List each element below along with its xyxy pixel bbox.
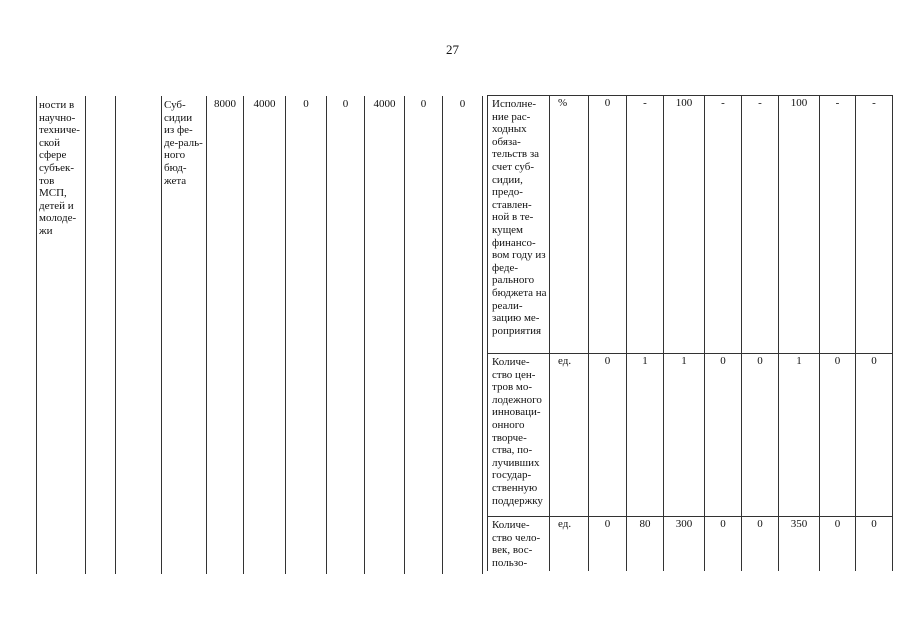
value-cell: - bbox=[820, 96, 856, 354]
amount-cell: 0 bbox=[327, 96, 365, 574]
value-cell: 350 bbox=[779, 517, 820, 572]
value-cell: 1 bbox=[627, 354, 664, 517]
value-cell: 0 bbox=[856, 517, 893, 572]
value-cell: 0 bbox=[705, 517, 742, 572]
amount-cell: 4000 bbox=[365, 96, 405, 574]
value-cell: 0 bbox=[742, 517, 779, 572]
value-cell: 0 bbox=[589, 517, 627, 572]
indicator-name-cell: Количе-ство цен-тров мо-лодежного инноваци-онного творче-ства, по-лучивших государ-ственную поддержку bbox=[488, 354, 550, 517]
value-cell: - bbox=[627, 96, 664, 354]
left-table-fragment bbox=[36, 96, 483, 574]
indicator-row bbox=[488, 96, 893, 354]
value-cell: 0 bbox=[589, 354, 627, 517]
amount-cell: 4000 bbox=[244, 96, 286, 574]
indicator-name-cell: Количе-ство чело-век, вос-пользо- bbox=[488, 517, 550, 572]
value-cell: - bbox=[742, 96, 779, 354]
value-cell: 100 bbox=[664, 96, 705, 354]
unit-cell: ед. bbox=[550, 517, 589, 572]
indicator-row bbox=[488, 354, 893, 517]
value-cell: 100 bbox=[779, 96, 820, 354]
value-cell: 0 bbox=[856, 354, 893, 517]
indicator-row bbox=[488, 517, 893, 572]
amount-cell: 8000 bbox=[207, 96, 244, 574]
value-cell: 1 bbox=[779, 354, 820, 517]
indicator-name-cell: Исполне-ние рас-ходных обяза-тельств за счет суб-сидии, предо-ставлен-ной в те-кущем финансо-вом году из феде-рального бюджета на реали-зацию ме-роприятия bbox=[488, 96, 550, 354]
funding-source-cell: Суб-сидии из фе-де-раль-ного бюд-жета bbox=[162, 96, 207, 574]
value-cell: 0 bbox=[820, 517, 856, 572]
value-cell: 0 bbox=[742, 354, 779, 517]
empty-cell bbox=[86, 96, 116, 574]
left-table-row bbox=[37, 96, 483, 574]
value-cell: - bbox=[705, 96, 742, 354]
goal-description-cell: ности в научно-техниче-ской сфере субъек-тов МСП, детей и молоде-жи bbox=[37, 96, 86, 574]
value-cell: - bbox=[856, 96, 893, 354]
page-number: 27 bbox=[446, 42, 459, 57]
value-cell: 1 bbox=[664, 354, 705, 517]
amount-cell: 0 bbox=[443, 96, 483, 574]
value-cell: 80 bbox=[627, 517, 664, 572]
value-cell: 300 bbox=[664, 517, 705, 572]
indicators-table-fragment bbox=[487, 95, 893, 571]
amount-cell: 0 bbox=[405, 96, 443, 574]
empty-cell bbox=[116, 96, 162, 574]
unit-cell: % bbox=[550, 96, 589, 354]
unit-cell: ед. bbox=[550, 354, 589, 517]
value-cell: 0 bbox=[705, 354, 742, 517]
value-cell: 0 bbox=[589, 96, 627, 354]
value-cell: 0 bbox=[820, 354, 856, 517]
amount-cell: 0 bbox=[286, 96, 327, 574]
